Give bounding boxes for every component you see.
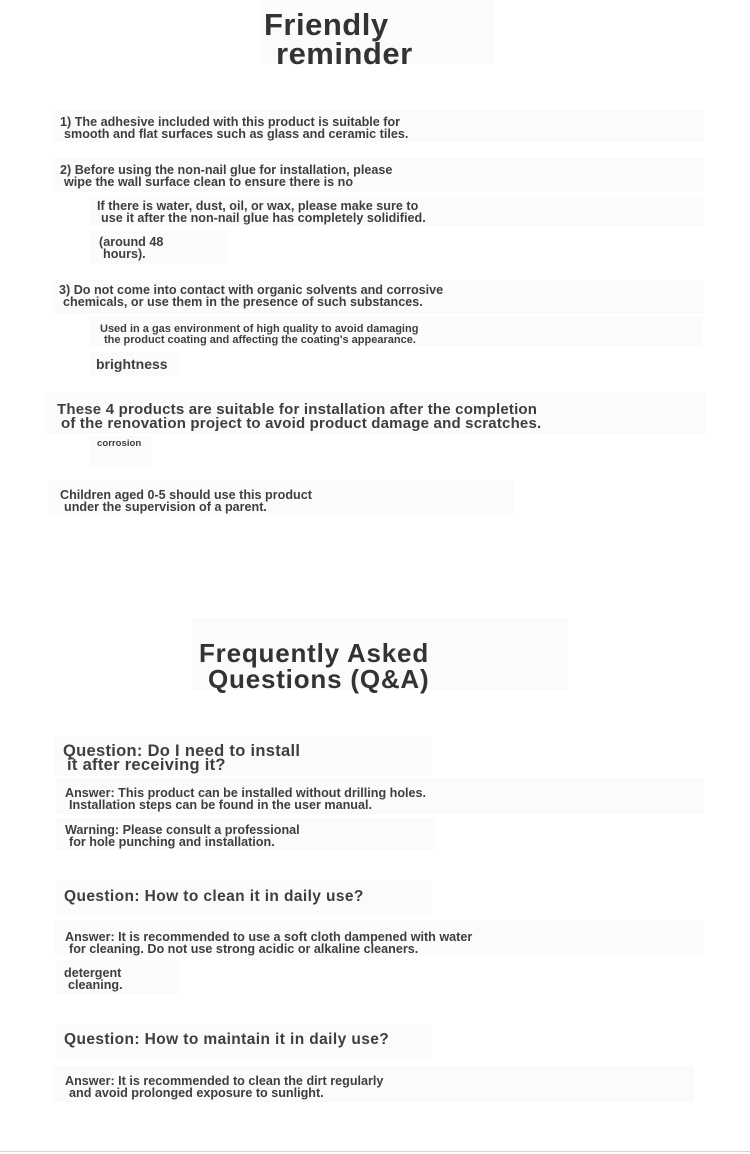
reminder-item-5-line2: under the supervision of a parent. (64, 499, 267, 514)
reminder-item-1 (60, 117, 408, 140)
reminder-item-2-duration (99, 237, 163, 260)
reminder-item-2-continued (97, 201, 426, 224)
reminder-item-2-continued-line2: use it after the non-nail glue has completely solidified. (101, 210, 426, 225)
faq-title-line2: Questions (Q&A) (208, 664, 430, 694)
faq-title-line1: Frequently Asked (199, 638, 430, 668)
reminder-item-4-line1: These 4 products are suitable for installation after the completion (57, 401, 538, 418)
reminder-item-2-duration-line1: (around 48 (99, 235, 164, 249)
reminder-item-2-duration-line2: hours). (103, 246, 146, 261)
reminder-item-2-line2: wipe the wall surface clean to ensure there is no (64, 174, 354, 189)
faq-question-1-line2: it after receiving it? (67, 756, 226, 774)
reminder-item-4-corrosion: corrosion (97, 438, 142, 449)
reminder-item-3 (59, 285, 443, 308)
faq-answer-2 (65, 932, 472, 955)
reminder-title-line1: Friendly (264, 7, 389, 42)
faq-answer-3 (65, 1076, 383, 1099)
reminder-item-5 (60, 490, 312, 513)
faq-answer-2-continued-line2: cleaning. (68, 977, 123, 992)
faq-question-3: Question: How to maintain it in daily use? (64, 1031, 390, 1048)
reminder-item-3-line2: chemicals, or use them in the presence of such substances. (63, 294, 423, 309)
reminder-item-3-line1: 3) Do not come into contact with organic solvents and corrosive (59, 283, 444, 297)
reminder-item-1-line1: 1) The adhesive included with this product is suitable for (60, 115, 401, 129)
reminder-title-line2: reminder (276, 36, 413, 71)
reminder-item-2 (60, 165, 392, 188)
faq-warning-1-line1: Warning: Please consult a professional (65, 823, 300, 837)
reminder-item-3-continued (100, 324, 418, 345)
faq-answer-3-line1: Answer: It is recommended to clean the dirt regularly (65, 1074, 384, 1088)
faq-answer-2-continued (64, 968, 123, 991)
reminder-item-5-line1: Children aged 0-5 should use this product (60, 488, 312, 502)
faq-answer-1-line2: Installation steps can be found in the user manual. (69, 797, 373, 812)
reminder-item-2-continued-line1: If there is water, dust, oil, or wax, please make sure to (97, 199, 419, 213)
faq-answer-2-line2: for cleaning. Do not use strong acidic or alkaline cleaners. (69, 941, 419, 956)
bottom-divider (0, 1151, 750, 1152)
faq-answer-2-line1: Answer: It is recommended to use a soft cloth dampened with water (65, 930, 473, 944)
reminder-item-2-line1: 2) Before using the non-nail glue for installation, please (60, 163, 393, 177)
reminder-item-4-line2: of the renovation project to avoid product damage and scratches. (61, 415, 542, 432)
faq-question-1 (63, 744, 300, 772)
faq-question-1-line1: Question: Do I need to install (63, 742, 301, 760)
reminder-item-3-brightness: brightness (96, 356, 168, 372)
faq-warning-1 (65, 825, 300, 848)
reminder-item-4 (57, 403, 541, 431)
reminder-item-3-continued-line1: Used in a gas environment of high quality to avoid damaging (100, 323, 419, 335)
faq-answer-2-continued-line1: detergent (64, 966, 122, 980)
faq-answer-3-line2: and avoid prolonged exposure to sunlight. (69, 1085, 324, 1100)
reminder-item-1-line2: smooth and flat surfaces such as glass and ceramic tiles. (64, 126, 409, 141)
faq-question-2: Question: How to clean it in daily use? (64, 888, 364, 905)
reminder-item-3-continued-line2: the product coating and affecting the coating's appearance. (104, 333, 416, 346)
faq-answer-1-line1: Answer: This product can be installed without drilling holes. (65, 786, 427, 800)
faq-title (199, 640, 429, 692)
faq-answer-1 (65, 788, 426, 811)
faq-warning-1-line2: for hole punching and installation. (69, 834, 275, 849)
reminder-title (264, 7, 413, 71)
